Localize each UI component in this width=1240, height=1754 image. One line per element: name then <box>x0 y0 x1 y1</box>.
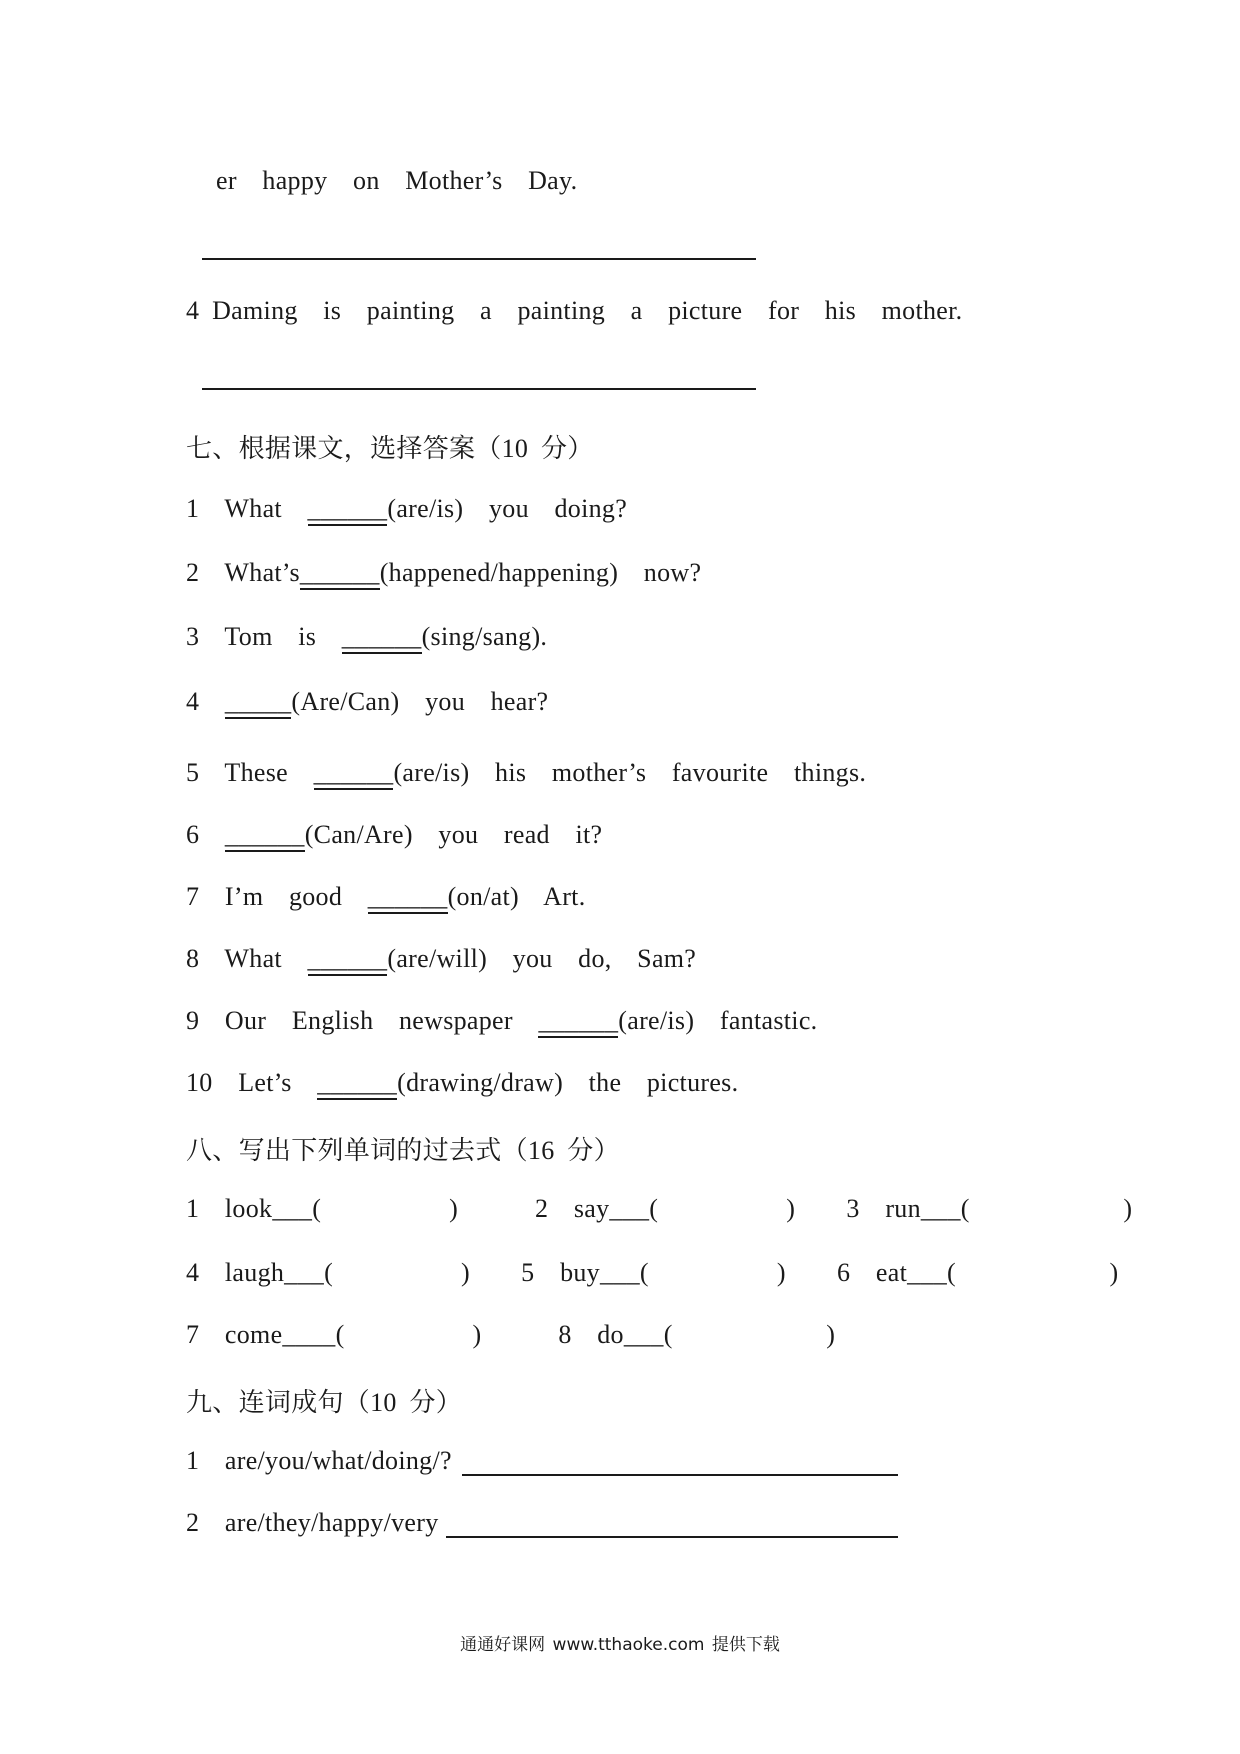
answer-blank[interactable]: ______ <box>314 758 394 790</box>
sec7-item: 8 What ______(are/will) you do, Sam? <box>186 944 696 976</box>
answer-blank[interactable]: ______ <box>368 882 448 914</box>
sec9-item2-answer-line[interactable] <box>446 1536 898 1538</box>
sec7-title: 七、根据课文，选择答案（10 分） <box>186 434 594 463</box>
answer-blank[interactable]: ______ <box>317 1068 397 1100</box>
sec7-item: 4 _____(Are/Can) you hear? <box>186 687 548 719</box>
sec8-title: 八、写出下列单词的过去式（16 分） <box>186 1136 620 1165</box>
sec9-item: 1 are/you/what/doing/? <box>186 1446 452 1475</box>
sec7-item: 9 Our English newspaper ______(are/is) fantastic. <box>186 1006 817 1038</box>
sec8-row[interactable]: 7 come____( ) 8 do___( ) <box>186 1320 836 1349</box>
sec7-item: 5 These ______(are/is) his mother’s favourite things. <box>186 758 866 790</box>
sec8-row[interactable]: 1 look___( ) 2 say___( ) 3 run___( ) <box>186 1194 1133 1223</box>
sec7-item: 3 Tom is ______(sing/sang). <box>186 622 547 654</box>
answer-blank[interactable]: ______ <box>225 820 305 852</box>
answer-blank[interactable]: ______ <box>342 622 422 654</box>
sec6-item4: 4 Daming is painting a painting a picture for his mother. <box>186 296 963 325</box>
answer-blank[interactable]: ______ <box>538 1006 618 1038</box>
sec6-item4-answer-line[interactable] <box>202 388 756 390</box>
sec6-item3-answer-line[interactable] <box>202 258 756 260</box>
sec9-item1-answer-line[interactable] <box>462 1474 898 1476</box>
sec7-item: 6 ______(Can/Are) you read it? <box>186 820 602 852</box>
sec7-item: 1 What ______(are/is) you doing? <box>186 494 627 526</box>
answer-blank[interactable]: ______ <box>308 494 388 526</box>
sec8-row[interactable]: 4 laugh___( ) 5 buy___( ) 6 eat___( ) <box>186 1258 1119 1287</box>
sec9-item: 2 are/they/happy/very <box>186 1508 439 1537</box>
sec7-item: 7 I’m good ______(on/at) Art. <box>186 882 586 914</box>
answer-blank[interactable]: ______ <box>300 558 380 590</box>
answer-blank[interactable]: _____ <box>225 687 292 719</box>
sec7-item: 2 What’s______(happened/happening) now? <box>186 558 701 590</box>
sec6-item3-continuation: er happy on Mother’s Day. <box>216 166 578 195</box>
answer-blank[interactable]: ______ <box>308 944 388 976</box>
sec7-item: 10 Let’s ______(drawing/draw) the pictures. <box>186 1068 738 1100</box>
page-footer: 通通好课网 www.tthaoke.com 提供下载 <box>460 1635 780 1655</box>
sec9-title: 九、连词成句（10 分） <box>186 1388 463 1417</box>
